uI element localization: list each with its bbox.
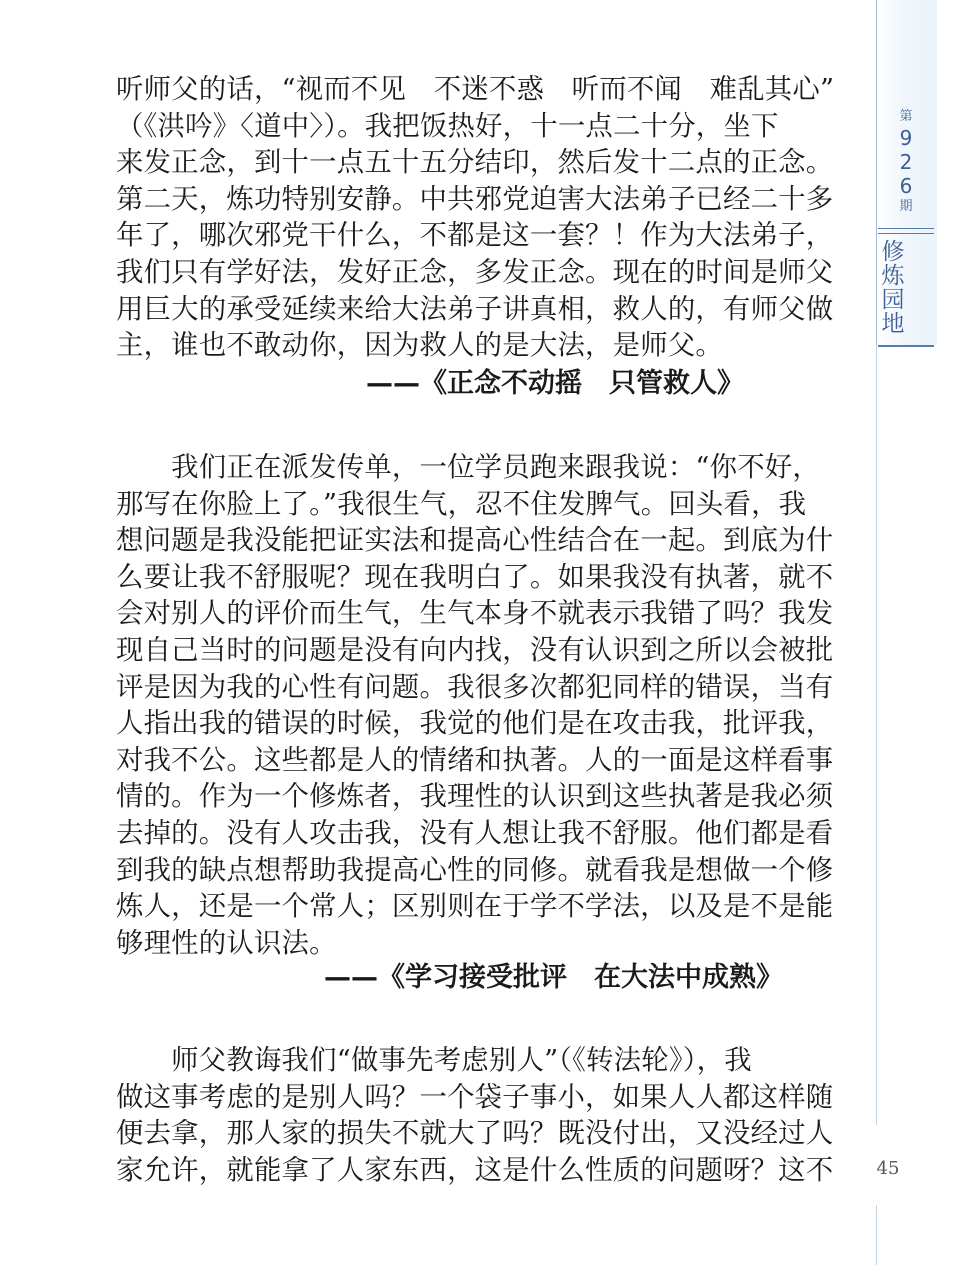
text-line: 现自己当时的问题是没有向内找，没有认识到之所以会被批 [116,634,834,666]
text-line: 听师父的话，“视而不见 不迷不惑 听而不闻 难乱其心” [116,74,835,105]
text-line: 对我不公。这些都是人的情绪和执著。人的一面是这样看事 [116,744,834,776]
text-line: 到我的缺点想帮助我提高心性的同修。就看我是想做一个修 [116,854,834,886]
text-line: 去掉的。没有人攻击我，没有人想让我不舒服。他们都是看 [116,817,834,849]
text-line: 那写在你脸上了。”我很生气，忍不住发脾气。回头看，我 [116,488,807,520]
text-line: 用巨大的承受延续来给大法弟子讲真相，救人的，有师父做 [116,293,834,325]
issue-divider [878,228,934,229]
paragraph-3 [116,1043,862,1189]
text-line: 师父教诲我们“做事先考虑别人”（《转法轮》），我 [116,1045,752,1076]
issue-suffix: 期 [899,199,913,214]
section-title: 修炼园地 [881,239,905,337]
text-line: 人指出我的错误的时候，我觉的他们是在攻击我，批评我， [116,708,834,740]
issue-digit: 6 [899,174,913,198]
text-line: 来发正念，到十一点五十五分结印，然后发十二点的正念。 [116,147,834,179]
text-line: 做这事考虑的是别人吗？一个袋子事小，如果人人都这样随 [116,1081,834,1113]
attribution-2: ——《学习接受批评 在大法中成熟》 [324,962,783,993]
text-line: 么要让我不舒服呢？现在我明白了。如果我没有执著，就不 [116,561,834,593]
text-line: 家允许，就能拿了人家东西，这是什么性质的问题呀？这不 [116,1154,834,1186]
text-line: 评是因为我的心性有问题。我很多次都犯同样的错误，当有 [116,671,834,703]
text-line: 会对别人的评价而生气，生气本身不就表示我错了吗？我发 [116,598,834,630]
text-line: 情的。作为一个修炼者，我理性的认识到这些执著是我必须 [116,781,834,813]
attribution-1: ——《正念不动摇 只管救人》 [366,368,744,399]
text-line: 我们只有学好法，发好正念，多发正念。现在的时间是师父 [116,256,834,288]
text-line: 便去拿，那人家的损失不就大了吗？既没付出，又没经过人 [116,1118,834,1150]
issue-divider [878,233,934,234]
section-divider [878,345,934,347]
text-line: 第二天，炼功特别安静。中共邪党迫害大法弟子已经二十多 [116,183,834,215]
issue-digit: 9 [899,126,913,150]
page-number: 45 [876,1158,900,1179]
text-line: （《洪吟》〈道中〉）。我把饭热好，十一点二十分，坐下 [116,110,779,142]
paragraph-2 [116,450,862,962]
text-line: 炼人，还是一个常人；区别则在于学不学法，以及是不是能 [116,891,834,923]
issue-label [878,108,934,226]
issue-digit: 2 [899,150,913,174]
text-line: 我们正在派发传单，一位学员跑来跟我说：“你不好， [116,452,820,483]
sidebar-rule [876,345,877,1125]
text-line: 想问题是我没能把证实法和提高心性结合在一起。到底为什 [116,525,834,557]
issue-prefix: 第 [899,109,913,124]
text-line: 年了，哪次邪党干什么，不都是这一套？！作为大法弟子， [116,220,834,252]
sidebar-rule-bottom [876,1205,877,1265]
text-line: 够理性的认识法。 [116,927,337,959]
text-line: 主，谁也不敢动你，因为救人的是大法，是师父。 [116,330,723,362]
paragraph-1 [116,72,862,365]
